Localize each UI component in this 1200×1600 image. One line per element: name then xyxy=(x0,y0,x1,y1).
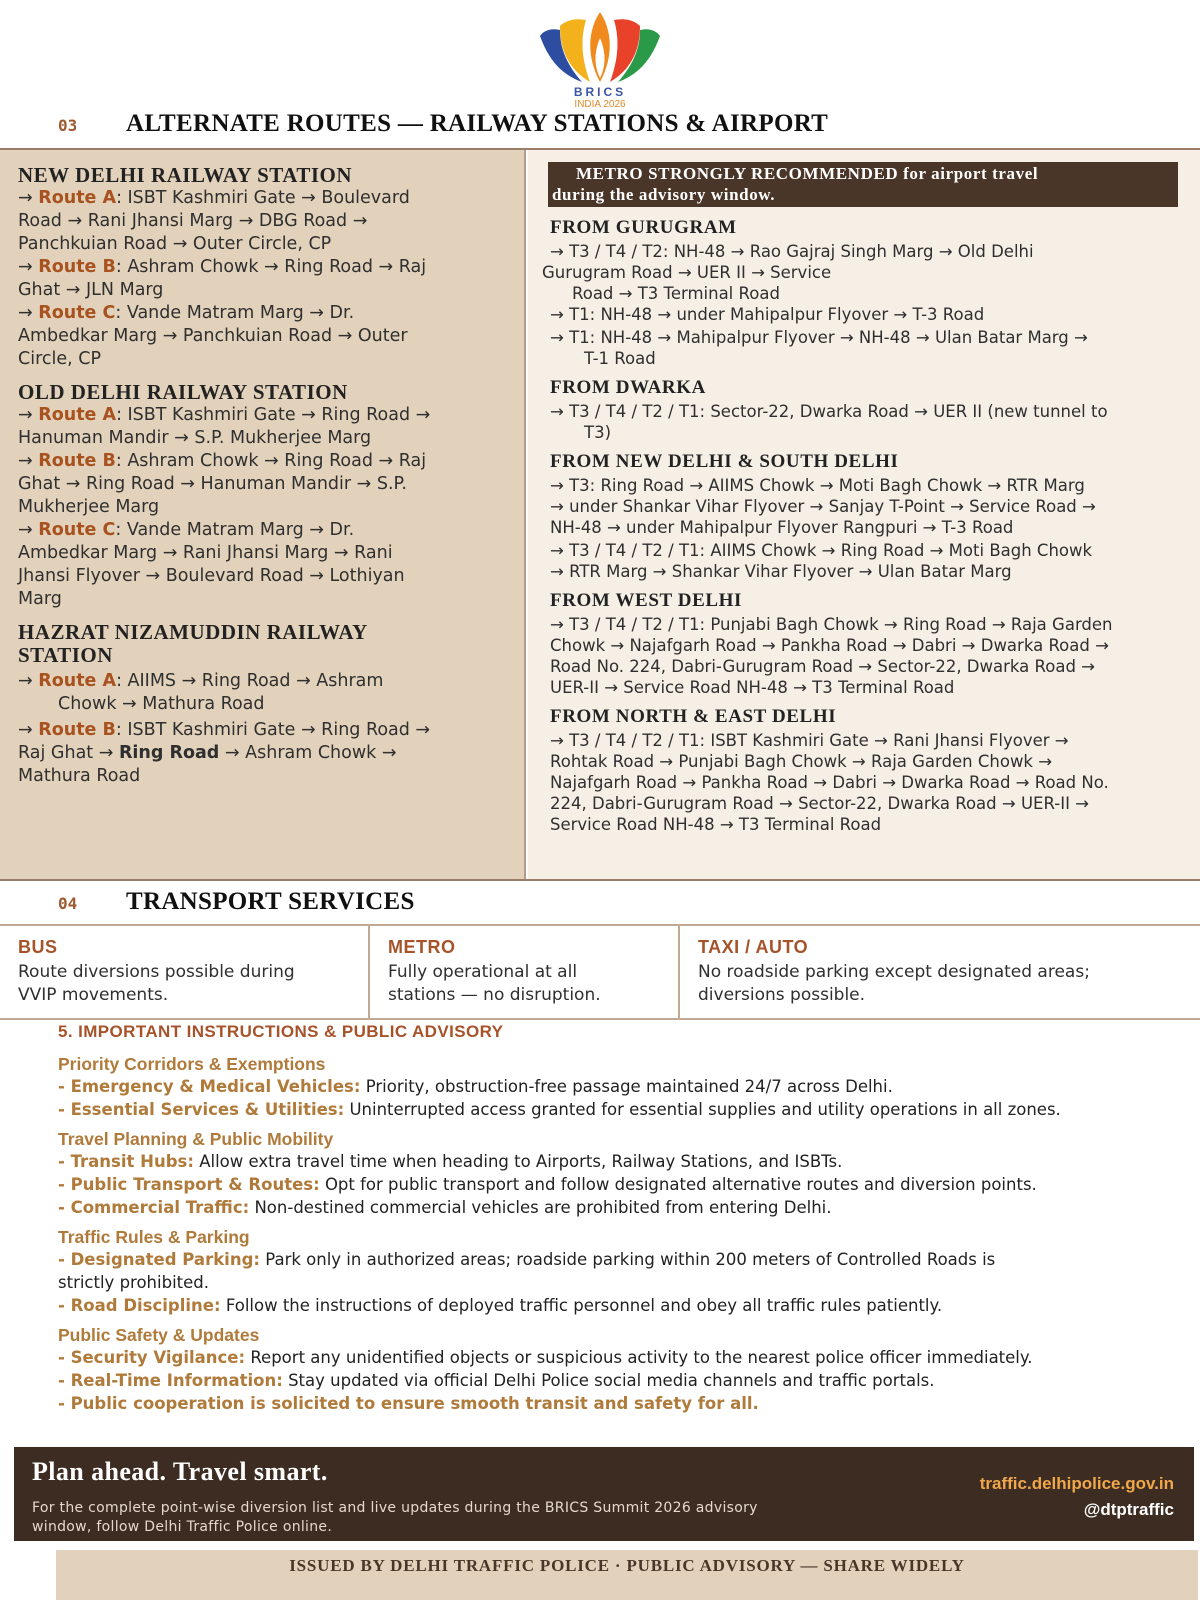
logo-subtitle: INDIA 2026 xyxy=(574,99,626,110)
advisory-closing-note: - Public cooperation is solicited to ensure smooth transit and safety for all. xyxy=(58,1394,759,1413)
section-3-heading xyxy=(58,110,828,138)
from-west-delhi-heading: FROM WEST DELHI xyxy=(550,590,743,611)
route-line: Ambedkar Marg → Panchkuian Road → Outer xyxy=(18,326,408,346)
advisory-title: 5. IMPORTANT INSTRUCTIONS & PUBLIC ADVISORY xyxy=(58,1022,504,1041)
route-line: Rohtak Road → Punjabi Bagh Chowk → Raja Garden Chowk → xyxy=(550,752,1053,771)
routes-panel xyxy=(0,148,1200,881)
route-item: → Route B: Ashram Chowk → Ring Road → Raj xyxy=(18,451,427,471)
section-title: TRANSPORT SERVICES xyxy=(126,888,415,915)
route-line: Gurugram Road → UER II → Service xyxy=(542,263,832,282)
route-line: Marg xyxy=(18,589,62,609)
route-line: → T3 / T4 / T2: NH-48 → Rao Gajraj Singh Marg → Old Delhi xyxy=(550,242,1034,261)
route-item: → Route A: ISBT Kashmiri Gate → Boulevard xyxy=(18,188,410,208)
group-heading: Traffic Rules & Parking xyxy=(58,1227,250,1247)
route-line: → RTR Marg → Shankar Vihar Flyover → Ulan Batar Marg xyxy=(550,562,1012,581)
transport-desc: Fully operational at all stations — no disruption. xyxy=(388,962,601,1005)
route-line: Panchkuian Road → Outer Circle, CP xyxy=(18,234,332,254)
footer-description: For the complete point-wise diversion list and live updates during the BRICS Summit 2026 advisory window, follow Delhi Traffic Police online. xyxy=(32,1500,758,1535)
route-line: Circle, CP xyxy=(18,349,102,369)
from-north-east-delhi-heading: FROM NORTH & EAST DELHI xyxy=(550,706,837,727)
route-line: Jhansi Flyover → Boulevard Road → Lothiyan xyxy=(18,566,405,586)
advisory-group-safety xyxy=(58,1324,1200,1415)
route-line: → T1: NH-48 → under Mahipalpur Flyover → T-3 Road xyxy=(550,305,985,324)
route-line: NH-48 → under Mahipalpur Flyover Rangpuri → T-3 Road xyxy=(550,518,1014,537)
route-line: Road No. 224, Dabri-Gurugram Road → Sector-22, Dwarka Road → xyxy=(550,657,1095,676)
from-south-delhi-heading: FROM NEW DELHI & SOUTH DELHI xyxy=(550,451,899,472)
advisory-group-priority xyxy=(58,1053,1200,1121)
transport-services-table xyxy=(0,924,1200,1020)
footer-contact xyxy=(980,1471,1174,1523)
social-handle-link[interactable]: @dtptraffic xyxy=(1083,1500,1174,1519)
transport-title: BUS xyxy=(18,937,58,957)
brics-logo xyxy=(530,8,670,112)
route-line: Ghat → Ring Road → Hanuman Mandir → S.P. xyxy=(18,474,407,494)
transport-title: METRO xyxy=(388,937,456,957)
advisory-item: - Transit Hubs: Allow extra travel time when heading to Airports, Railway Stations, and ISBTs. xyxy=(58,1152,843,1171)
route-line: Chowk → Najafgarh Road → Pankha Road → Dabri → Dwarka Road → xyxy=(550,636,1109,655)
section-title: ALTERNATE ROUTES — RAILWAY STATIONS & AIRPORT xyxy=(126,110,829,137)
advisory-item: - Security Vigilance: Report any unidentified objects or suspicious activity to the nearest police officer immediately. xyxy=(58,1348,1033,1367)
from-dwarka-heading: FROM DWARKA xyxy=(550,377,706,398)
route-item: → Route C: Vande Matram Marg → Dr. xyxy=(18,303,355,323)
transport-metro-card xyxy=(370,926,680,1018)
route-line: 224, Dabri-Gurugram Road → Sector-22, Dwarka Road → UER-II → xyxy=(550,794,1090,813)
section-number: 03 xyxy=(58,116,78,135)
route-line: UER-II → Service Road NH-48 → T3 Terminal Road xyxy=(550,678,955,697)
transport-taxi-card xyxy=(680,926,1200,1018)
transport-title: TAXI / AUTO xyxy=(698,937,809,957)
route-line: Ghat → JLN Marg xyxy=(18,280,164,300)
route-line: Raj Ghat → Ring Road → Ashram Chowk → xyxy=(18,743,397,763)
advisory-group-parking xyxy=(58,1226,1200,1317)
route-item: → Route B: Ashram Chowk → Ring Road → Raj xyxy=(18,257,427,277)
route-line: Mathura Road xyxy=(18,766,141,786)
advisory-group-travel xyxy=(58,1128,1200,1219)
route-item: → Route B: ISBT Kashmiri Gate → Ring Road → xyxy=(18,720,431,740)
route-item: → Route A: AIIMS → Ring Road → Ashram xyxy=(18,671,384,691)
public-advisory-section xyxy=(58,1022,1200,1422)
from-gurugram-heading: FROM GURUGRAM xyxy=(550,217,737,238)
station-title-old-delhi: OLD DELHI RAILWAY STATION xyxy=(18,380,348,404)
advisory-item: - Essential Services & Utilities: Uninterrupted access granted for essential supplies and utility operations in all zones. xyxy=(58,1100,1061,1119)
route-item: → Route C: Vande Matram Marg → Dr. xyxy=(18,520,355,540)
route-line: Road → Rani Jhansi Marg → DBG Road → xyxy=(18,211,368,231)
metro-recommendation-banner: METRO STRONGLY RECOMMENDED for airport travel during the advisory window. xyxy=(548,162,1178,207)
station-title-nizamuddin-cont: STATION xyxy=(18,643,113,667)
route-line: Service Road NH-48 → T3 Terminal Road xyxy=(550,815,882,834)
route-line: Chowk → Mathura Road xyxy=(58,694,265,714)
airport-column xyxy=(528,150,1200,879)
route-line: Hanuman Mandir → S.P. Mukherjee Marg xyxy=(18,428,372,448)
website-link[interactable]: traffic.delhipolice.gov.in xyxy=(979,1474,1174,1493)
route-item: → Route A: ISBT Kashmiri Gate → Ring Road → xyxy=(18,405,431,425)
route-line: → T3 / T4 / T2 / T1: ISBT Kashmiri Gate → Rani Jhansi Flyover → xyxy=(550,731,1069,750)
railway-stations-column xyxy=(0,150,526,879)
section-number: 04 xyxy=(58,894,78,913)
issued-by-strip: ISSUED BY DELHI TRAFFIC POLICE · PUBLIC ADVISORY — SHARE WIDELY xyxy=(56,1550,1198,1600)
route-line: Mukherjee Marg xyxy=(18,497,160,517)
group-heading: Travel Planning & Public Mobility xyxy=(58,1129,334,1149)
transport-desc: Route diversions possible during VVIP movements. xyxy=(18,962,295,1005)
station-title-nizamuddin: HAZRAT NIZAMUDDIN RAILWAY xyxy=(18,620,368,644)
advisory-item: - Road Discipline: Follow the instructions of deployed traffic personnel and obey all traffic rules patiently. xyxy=(58,1296,943,1315)
section-4-heading xyxy=(58,888,415,916)
route-line: → T3 / T4 / T2 / T1: Punjabi Bagh Chowk → Ring Road → Raja Garden xyxy=(550,615,1113,634)
advisory-item-cont: strictly prohibited. xyxy=(58,1273,209,1292)
route-line: → T3 / T4 / T2 / T1: AIIMS Chowk → Ring Road → Moti Bagh Chowk xyxy=(550,541,1093,560)
footer-banner xyxy=(14,1447,1194,1541)
advisory-item: - Emergency & Medical Vehicles: Priority, obstruction-free passage maintained 24/7 across Delhi. xyxy=(58,1077,893,1096)
group-heading: Public Safety & Updates xyxy=(58,1325,260,1345)
route-line: → T1: NH-48 → Mahipalpur Flyover → NH-48 → Ulan Batar Marg → xyxy=(550,328,1088,347)
group-heading: Priority Corridors & Exemptions xyxy=(58,1054,326,1074)
advisory-item: - Public Transport & Routes: Opt for public transport and follow designated alternative routes and diversion points. xyxy=(58,1175,1037,1194)
route-line: Road → T3 Terminal Road xyxy=(572,284,780,303)
footer-headline: Plan ahead. Travel smart. xyxy=(32,1457,328,1486)
advisory-item: - Real-Time Information: Stay updated via official Delhi Police social media channels and traffic portals. xyxy=(58,1371,935,1390)
logo-wordmark: BRICS xyxy=(573,85,627,99)
route-line: T3) xyxy=(584,423,612,442)
route-line: Ambedkar Marg → Rani Jhansi Marg → Rani xyxy=(18,543,393,563)
route-line: → T3 / T4 / T2 / T1: Sector-22, Dwarka Road → UER II (new tunnel to xyxy=(550,402,1108,421)
transport-desc: No roadside parking except designated areas; diversions possible. xyxy=(698,962,1090,1005)
advisory-item: - Commercial Traffic: Non-destined commercial vehicles are prohibited from entering Delhi. xyxy=(58,1198,832,1217)
lotus-logo-icon xyxy=(530,8,670,88)
route-line: T-1 Road xyxy=(584,349,656,368)
route-line: Najafgarh Road → Pankha Road → Dabri → Dwarka Road → Road No. xyxy=(550,773,1109,792)
advisory-item: - Designated Parking: Park only in authorized areas; roadside parking within 200 meters of Controlled Roads is xyxy=(58,1250,996,1269)
route-line: → T3: Ring Road → AIIMS Chowk → Moti Bagh Chowk → RTR Marg xyxy=(550,476,1085,495)
transport-bus-card xyxy=(0,926,370,1018)
station-title-new-delhi: NEW DELHI RAILWAY STATION xyxy=(18,163,353,187)
route-line: → under Shankar Vihar Flyover → Sanjay T-Point → Service Road → xyxy=(550,497,1096,516)
